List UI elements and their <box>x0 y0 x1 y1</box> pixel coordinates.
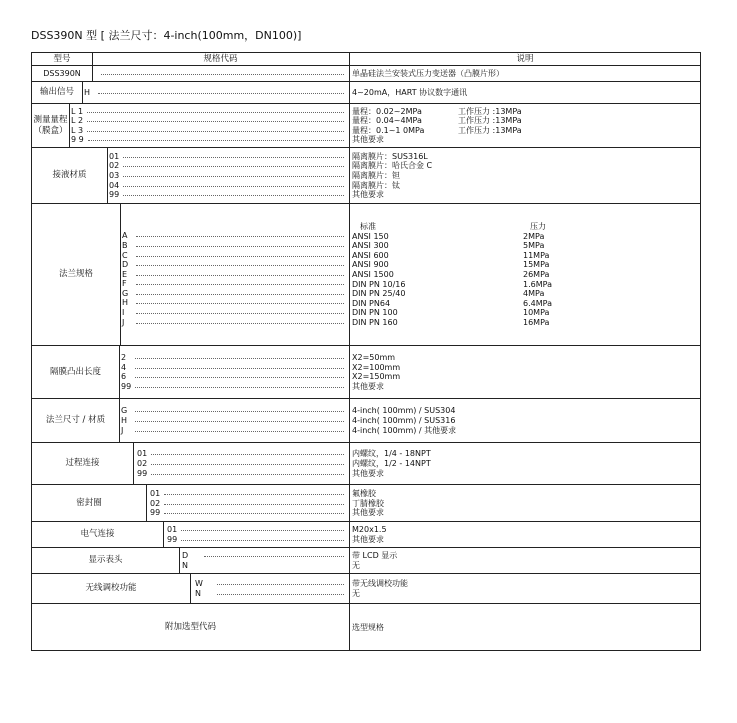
seal-label: 密封圈 <box>76 497 102 508</box>
material-desc: 隔离膜片：钛 <box>352 180 400 190</box>
flange-code: C <box>122 250 128 260</box>
flange-code: I <box>122 308 125 318</box>
flange-code: G <box>122 288 129 298</box>
display-desc: 无 <box>352 560 360 570</box>
seal-code: 02 <box>150 498 161 508</box>
row-wireless <box>31 574 701 604</box>
spec-table <box>31 52 701 651</box>
row-protrusion <box>31 346 701 399</box>
size-desc: 4-inch( 100mm) / SUS316 <box>352 416 456 425</box>
protrusion-desc: X2=150mm <box>352 372 401 382</box>
flange-label: 法兰规格 <box>58 269 93 279</box>
header-model: 型号 <box>53 53 71 64</box>
range-code: L 3 <box>71 125 84 135</box>
range-pressure: 工作压力 :13MPa <box>458 125 522 135</box>
display-desc: 带 LCD 显示 <box>352 551 398 561</box>
row-electrical <box>31 522 701 548</box>
range-desc: 量程：0.02~2MPa <box>352 106 422 116</box>
output-label: 输出信号 <box>39 87 74 97</box>
process-code: 99 <box>137 468 148 478</box>
flange-std: ANSI 150 <box>352 231 389 241</box>
output-desc: 4~20mA，HART 协议数字通讯 <box>352 88 468 97</box>
protrusion-desc: X2=100mm <box>352 362 401 372</box>
seal-code: 01 <box>150 488 161 498</box>
protrusion-desc: 其他要求 <box>352 381 384 391</box>
range-desc: 量程：0.04~4MPa <box>352 116 422 126</box>
flange-std: DIN PN 25/40 <box>352 289 406 299</box>
material-desc: 隔离膜片：钽 <box>352 171 400 180</box>
flange-head-std: 标准 <box>360 222 376 232</box>
electrical-desc: 其他要求 <box>352 534 384 544</box>
row-display <box>31 548 701 574</box>
flange-code: D <box>122 260 129 270</box>
flange-std: ANSI 900 <box>352 260 389 270</box>
wireless-desc: 无 <box>352 588 360 598</box>
row-additional <box>31 604 701 651</box>
range-pressure: 工作压力 :13MPa <box>458 116 522 126</box>
row-flange-size <box>31 399 701 443</box>
flange-pressure: 2MPa <box>523 231 545 241</box>
range-label: 测量量程 （膜盒） <box>33 114 68 136</box>
flange-std: DIN PN 100 <box>352 308 398 318</box>
size-desc: 4-inch( 100mm) / SUS304 <box>352 406 456 416</box>
material-code: 04 <box>109 180 120 190</box>
display-label: 显示表头 <box>88 555 123 565</box>
output-code: H <box>84 88 91 97</box>
flange-std: ANSI 600 <box>352 250 389 260</box>
material-code: 02 <box>109 161 120 171</box>
process-label: 过程连接 <box>65 458 100 468</box>
additional-label: 附加选型代码 <box>164 621 216 632</box>
protrusion-code: 2 <box>121 353 127 363</box>
seal-desc: 丁腈橡胶 <box>352 498 384 508</box>
wireless-code: N <box>195 588 201 598</box>
size-code: G <box>121 406 128 416</box>
flange-code: H <box>122 298 129 308</box>
material-code: 99 <box>109 190 120 200</box>
range-code: 9 9 <box>71 135 84 145</box>
flange-code: F <box>122 279 127 289</box>
material-desc: 隔离膜片：SUS316L <box>352 151 428 161</box>
process-desc: 内螺纹，1/4 - 18NPT <box>352 449 431 459</box>
seal-code: 99 <box>150 508 161 518</box>
row-output <box>31 82 701 104</box>
row-flange <box>31 204 701 346</box>
flange-pressure: 4MPa <box>523 289 545 299</box>
protrusion-desc: X2=50mm <box>352 353 396 363</box>
range-desc: 量程：0.1~1 0MPa <box>352 125 425 135</box>
flange-code: B <box>122 240 128 250</box>
model-desc: 单晶硅法兰安装式压力变送器（凸膜片形） <box>352 69 504 78</box>
size-code: H <box>121 416 128 425</box>
material-desc: 隔离膜片：哈氏合金 C <box>352 161 433 171</box>
range-code: L 1 <box>71 106 84 116</box>
page-title: DSS390N 型 [ 法兰尺寸：4-inch(100mm，DN100)] <box>31 29 302 42</box>
size-desc: 4-inch( 100mm) / 其他要求 <box>352 425 457 435</box>
row-seal <box>31 485 701 522</box>
material-code: 03 <box>109 171 120 180</box>
display-code: D <box>182 551 189 561</box>
wireless-desc: 带无线调校功能 <box>352 579 408 589</box>
flange-std: DIN PN 160 <box>352 317 398 327</box>
flange-pressure: 1.6MPa <box>523 279 552 289</box>
header-spec-code: 规格代码 <box>203 53 238 64</box>
flange-std: DIN PN 10/16 <box>352 279 406 289</box>
flange-pressure: 10MPa <box>523 308 550 318</box>
flange-pressure: 15MPa <box>523 260 550 270</box>
electrical-code: 01 <box>167 525 178 535</box>
material-code: 01 <box>109 151 120 161</box>
wireless-label: 无线调校功能 <box>85 583 137 593</box>
electrical-desc: M20x1.5 <box>352 525 387 535</box>
process-desc: 内螺纹，1/2 - 14NPT <box>352 459 431 468</box>
row-model <box>31 66 701 82</box>
process-code: 02 <box>137 459 148 468</box>
flange-pressure: 6.4MPa <box>523 298 552 308</box>
electrical-code: 99 <box>167 534 178 544</box>
wireless-code: W <box>195 579 203 589</box>
row-process <box>31 443 701 485</box>
flange-head-pressure: 压力 <box>530 222 546 232</box>
range-code: L 2 <box>71 116 84 126</box>
material-desc: 其他要求 <box>352 190 384 200</box>
flange-pressure: 26MPa <box>523 270 550 279</box>
protrusion-code: 6 <box>121 372 127 382</box>
flange-std: DIN PN64 <box>352 298 391 308</box>
range-desc: 其他要求 <box>352 135 384 145</box>
size-code: J <box>121 425 124 435</box>
header-description: 说明 <box>516 53 534 64</box>
flange-std: ANSI 300 <box>352 241 389 251</box>
material-label: 接液材质 <box>52 170 87 180</box>
row-range <box>31 104 701 148</box>
electrical-label: 电气连接 <box>80 529 115 539</box>
flange-code: J <box>122 317 125 327</box>
range-pressure: 工作压力 :13MPa <box>458 106 522 116</box>
protrusion-label: 隔膜凸出长度 <box>49 366 101 377</box>
process-code: 01 <box>137 449 148 459</box>
size-label: 法兰尺寸 / 材质 <box>45 415 106 425</box>
display-code: N <box>182 560 188 570</box>
flange-pressure: 11MPa <box>523 250 550 260</box>
model-code: DSS390N <box>43 69 81 78</box>
process-desc: 其他要求 <box>352 468 384 478</box>
protrusion-code: 4 <box>121 362 127 372</box>
flange-code: A <box>122 231 128 241</box>
flange-std: ANSI 1500 <box>352 270 394 279</box>
seal-desc: 氟橡胶 <box>352 488 376 498</box>
flange-pressure: 5MPa <box>523 241 545 251</box>
flange-code: E <box>122 269 128 279</box>
row-material <box>31 148 701 204</box>
table-header-row <box>31 52 701 66</box>
seal-desc: 其他要求 <box>352 508 384 518</box>
protrusion-code: 99 <box>121 381 132 391</box>
flange-pressure: 16MPa <box>523 317 550 327</box>
additional-desc: 选型规格 <box>352 622 384 632</box>
